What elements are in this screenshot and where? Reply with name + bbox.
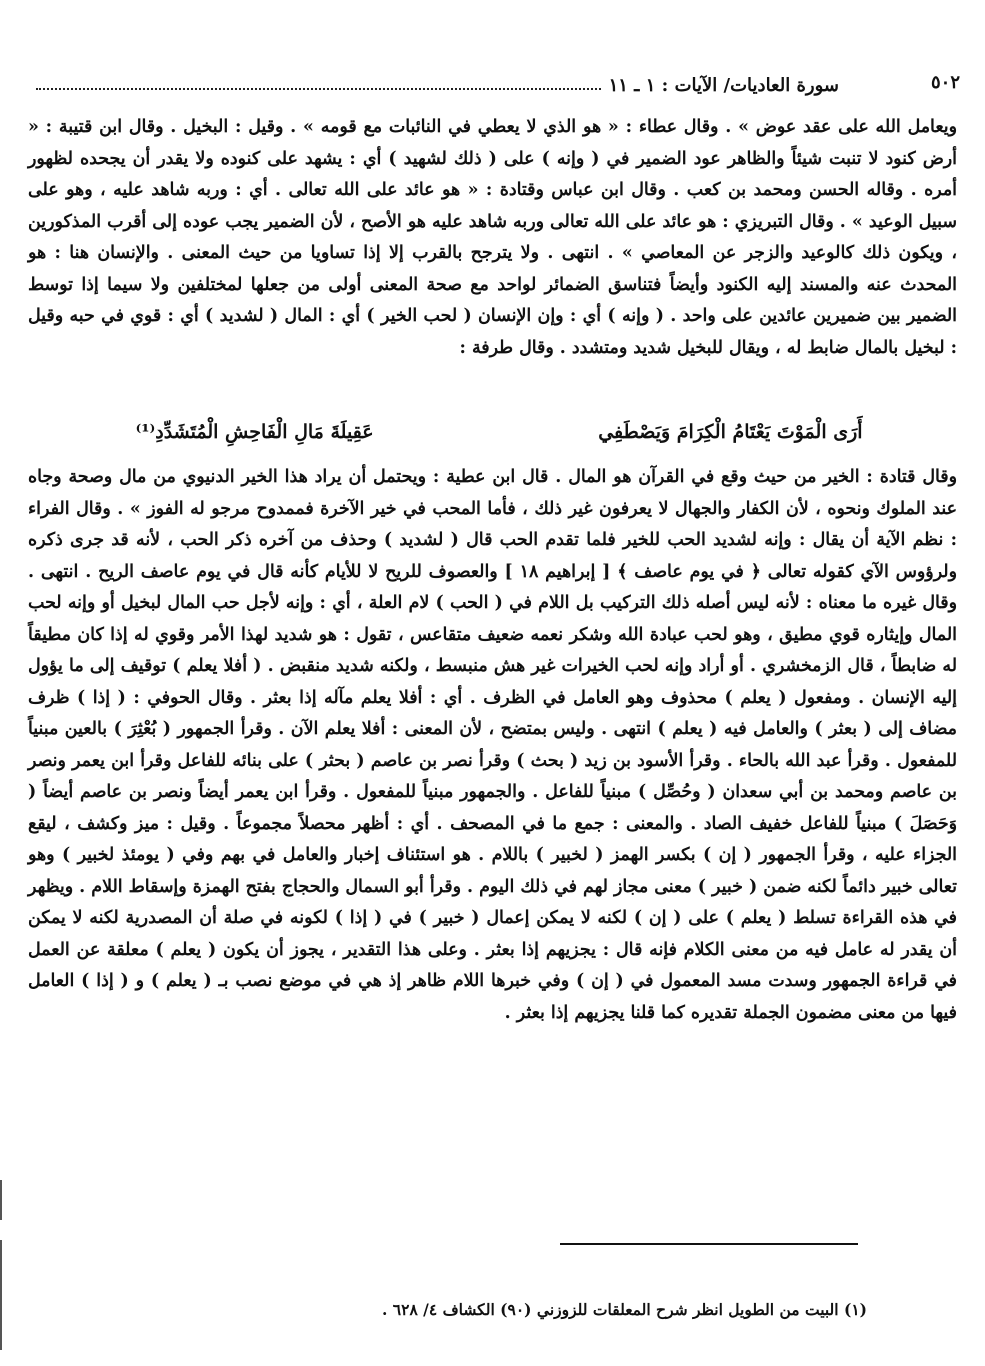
paragraph-text: وقال قتادة : الخير من حيث وقع في القرآن هو المال . قال ابن عطية : ويحتمل أن يراد هذا الخير الدنيوي من مال وصحة وجاه عند الملوك ونحوه ، لأن الكفار والجهال لا يعرفون غير ذلك ، فأما المحب في خير الآخرة فممدوح مرجو له الفوز » . وقال الفراء : نظم الآية أن يقال : وإنه لشديد الحب للخير فلما تقدم الحب قال ( لشديد ) وحذف من آخره ذكر الحب ، لأنه قد جرى ذكره ولرؤوس الآي كقوله تعالى ﴿ في يوم عاصف ﴾ [ إبراهيم ١٨ ] والعصوف للريح لا للأيام كأنه قال في يوم عاصف الريح . انتهى . وقال غيره ما معناه : لأنه ليس أصله ذلك التركيب بل اللام في ( الحب ) لام العلة ، أي : وإنه لأجل حب المال لبخيل أو وإنه لحب المال وإيثاره قوي مطيق ، وهو لحب عبادة الله وشكر نعمه ضعيف متقاعس ، تقول : هو شديد لهذا الأمر وقوي له إذا كان مطيقاً له ضابطاً ، قال الزمخشري . أو أراد وإنه لحب الخيرات غير هش منبسط ، ولكنه شديد منقبض . ( أفلا يعلم ) توقيف إلى ما يؤول إليه الإنسان . ومفعول ( يعلم ) محذوف وهو العامل في الظرف . أي : أفلا يعلم مآله إذا بعثر . وقال الحوفي : ( إذا ) ظرف مضاف إلى ( بعثر ) والعامل فيه ( يعلم ) انتهى . وليس بمتضح ، لأن المعنى : أفلا يعلم الآن . وقرأ الجمهور ( بُعْثِرَ ) بالعين مبنياً للمفعول . وقرأ عبد الله بالحاء . وقرأ الأسود بن زيد ( بحث ) وقرأ نصر بن عاصم ( بحثر ) على بنائه للفاعل وقرأ ابن يعمر ونصر بن عاصم ومحمد بن أبي سعدان ( وحُصِّل ) مبنياً للفاعل . والجمهور مبنياً للمفعول . وقرأ ابن يعمر أيضاً ونصر بن عاصم أيضاً ( وَحَصَلَ ) مبنياً للفاعل خفيف الصاد . والمعنى : جمع ما في المصحف . أي : أظهر محصلاً مجموعاً . وقيل : ميز وكشف ، ليقع الجزاء عليه ، وقرأ الجمهور ( إن ) بكسر الهمز ( لخبير ) باللام . هو استئناف إخبار والعامل في بهم وفي ( يومئذ لخبير ) وهو تعالى خبير دائماً لكنه ضمن ( خبير ) معنى مجاز لهم في ذلك اليوم . وقرأ أبو السمال والحجاج بفتح الهمزة وإسقاط اللام . ويظهر في هذه القراءة تسلط ( يعلم ) على ( إن ) لكنه لا يمكن إعمال ( خبير ) في ( إذا ) لكونه في صلة أن المصدرية لكنه لا يمكن أن يقدر له عامل فيه من معنى الكلام فإنه قال : يجزيهم إذا بعثر . وعلى هذا التقدير ، يجوز أن يكون ( يعلم ) معلقة عن العمل في قراءة الجمهور وسدت مسد المعمول في ( إن ) وفي خبرها اللام ظاهر إذ هي في موضع نصب بـ ( يعلم ) و ( إذا ) العامل فيها من معنى مضمون الجملة تقديره كما قلنا يجزيهم إذا بعثر . (28, 467, 957, 1023)
poetry-verse (60, 412, 925, 452)
footnote: (١) البيت من الطويل انظر شرح المعلقات للزوزني (٩٠) الكشاف ٤/ ٦٢٨ . (382, 1300, 867, 1319)
running-header (28, 70, 960, 100)
verse-hemistich-first: أَرَى الْمَوْتَ يَعْتَامُ الْكِرَامَ وَيَصْطَفِي (598, 421, 863, 443)
commentary-paragraph-1 (28, 112, 957, 364)
commentary-paragraph-2 (28, 462, 957, 1029)
dotted-leader (36, 88, 601, 90)
paragraph-text: ويعامل الله على عقد عوض » . وقال عطاء : « هو الذي لا يعطي في النائبات مع قومه » . وقيل : البخيل . وقال ابن قتيبة : « أرض كنود لا تنبت شيئاً والظاهر عود الضمير في ( وإنه ) على ( ذلك لشهيد ) أي : يشهد على كنوده ولا يقدر أن يجحده لظهور أمره . وقاله الحسن ومحمد بن كعب . وقال ابن عباس وقتادة : « هو عائد على الله تعالى . أي : وربه شاهد عليه ، وهو على سبيل الوعيد » . وقال التبريزي : هو عائد على الله تعالى وربه شاهد عليه هو الأصح ، لأن الضمير يجب عوده إلى أقرب المذكورين ، ويكون ذلك كالوعيد والزجر عن المعاصي » . انتهى . ولا يترجح بالقرب إلا إذا تساويا من حيث المعنى . والإنسان هنا : هو المحدث عنه والمسند إليه الكنود وأيضاً فتناسق الضمائر لواحد مع صحة المعنى أولى من جعلها لمختلفين ولا سيما إذا توسط الضمير بين ضميرين عائدين على واحد . ( وإنه ) أي : وإن الإنسان ( لحب الخير ) أي : المال ( لشديد ) أي : قوي في حبه وقيل : لبخيل بالمال ضابط له ، ويقال للبخيل شديد ومتشدد . وقال طرفة : (28, 117, 957, 358)
scan-margin-mark (0, 1180, 2, 1220)
page-number: ٥٠٢ (930, 72, 960, 93)
scan-margin-mark (0, 1240, 2, 1350)
running-title: سورة العاديات/ الآيات : ١ ـ ١١ (608, 74, 839, 96)
footnote-separator (560, 1243, 858, 1245)
verse-hemistich-second: عَقِيلَةَ مَالِ الْفَاحِشِ الْمُتَشَدِّدِ⁽¹⁾ (135, 421, 374, 443)
